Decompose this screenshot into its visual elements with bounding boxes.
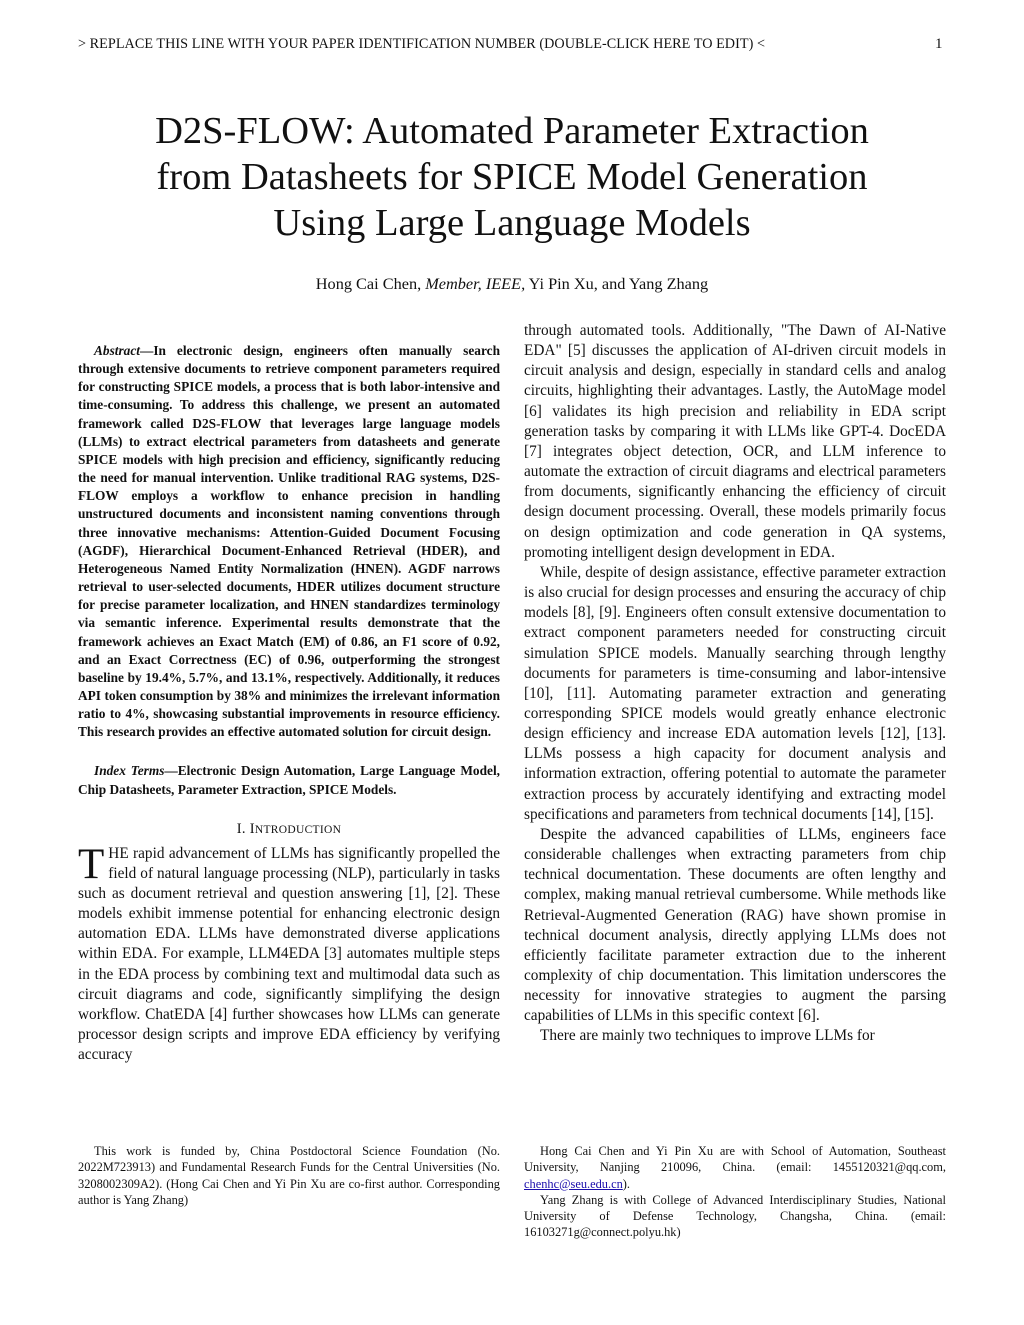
intro-paragraph-2: While, despite of design assistance, effective parameter extraction is also crucial for design processes and ensuring the accuracy of chip models [8], [9]. Engineers often consult extensive documentation to extract component parameters needed for constructing circuit simulation SPICE models. Manually searching through lengthy documents for parameters is time-consuming and labor-intensive [10], [11]. Automating parameter extraction and generating corresponding SPICE models would greatly enhance electronic design efficiency and increase EDA automation levels [12], [13]. LLMs possess a high capacity for document analysis and information extraction, offering potential to automate the parameter extraction process by accurately identifying and extracting model specifications and parameters from technical documents [14], [15]. bbox=[524, 563, 946, 823]
title-line-1: D2S-FLOW: Automated Parameter Extraction bbox=[155, 110, 869, 152]
author-membership: Member, IEEE, bbox=[425, 274, 526, 293]
authors-first: Hong Cai Chen, bbox=[315, 274, 426, 293]
index-terms-text: —Electronic Design Automation, Large Language Model, Chip Datasheets, Parameter Extraction, SPICE Models. bbox=[78, 763, 500, 797]
affiliation-1-end: ). bbox=[622, 1176, 631, 1191]
funding-footnote: This work is funded by, China Postdoctoral Science Foundation (No. 2022M723913) and Fundamental Research Funds for the Central Universities (No. 3208002309A2). (Hong Cai Chen and Yi Pin Xu are co-first author. Corresponding author is Yang Zhang) bbox=[78, 1144, 500, 1207]
left-column bbox=[78, 342, 500, 1065]
intro-paragraph-1 bbox=[78, 840, 500, 1066]
email-link[interactable]: chenhc@seu.edu.cn bbox=[524, 1176, 623, 1191]
index-terms bbox=[78, 762, 500, 798]
right-column bbox=[524, 321, 946, 1047]
affiliation-footnote-1 bbox=[524, 1143, 946, 1192]
authors-rest: Yi Pin Xu, and Yang Zhang bbox=[525, 274, 709, 293]
drop-cap: T bbox=[78, 840, 105, 888]
title-line-3: Using Large Language Models bbox=[273, 202, 751, 244]
intro-paragraph-1-continued: through automated tools. Additionally, "The Dawn of AI-Native EDA" [5] discusses the application of AI-driven circuit models in circuit analysis and design, especially in standard cells and analog circuits, highlighting their advantages. Lastly, the AutoMage model [6] validates its high precision and reliability in EDA script generation tasks by comparing it with LLMs like GPT-4. DocEDA [7] integrates object detection, OCR, and LLM inference to automate the extraction of circuit diagrams and electrical parameters from documents, significantly enhancing the efficiency of circuit design document processing. Overall, these models primarily focus on design optimization and code generation in QA systems, promoting intelligent design development in EDA. bbox=[524, 322, 946, 561]
page-number: 1 bbox=[935, 36, 943, 52]
affiliation-1-text: Hong Cai Chen and Yi Pin Xu are with School of Automation, Southeast University, Nanjing 210096, China. (email: 1455120321@qq.com, bbox=[524, 1144, 946, 1175]
section-numeral: I. bbox=[236, 820, 250, 837]
section-heading-rest: NTRODUCTION bbox=[254, 823, 342, 836]
footnotes-left bbox=[78, 1143, 500, 1208]
abstract-label: Abstract bbox=[94, 343, 140, 358]
affiliation-footnote-2: Yang Zhang is with College of Advanced Interdisciplinary Studies, National University of Defense Technology, Changsha, China. (email: 16103271g@connect.polyu.hk) bbox=[524, 1192, 946, 1240]
title-line-2: from Datasheets for SPICE Model Generation bbox=[156, 156, 868, 198]
running-head: > REPLACE THIS LINE WITH YOUR PAPER IDENTIFICATION NUMBER (DOUBLE-CLICK HERE TO EDIT) < bbox=[78, 36, 766, 52]
footnotes-right bbox=[524, 1143, 946, 1241]
abstract bbox=[78, 342, 500, 741]
paper-title bbox=[60, 108, 964, 246]
intro-paragraph-1-text: HE rapid advancement of LLMs has significantly propelled the field of natural language processing (NLP), particularly in tasks such as document retrieval and question answering [1], [2]. These models exhibit immense potential for enhancing electronic design automation EDA. LLMs have demonstrated diverse applications within EDA. For example, LLM4EDA [3] automates multiple steps in the EDA process by combining text and multimodal data such as circuit diagrams and code, significantly simplifying the design workflow. ChatEDA [4] further showcases how LLMs can generate processor design scripts and improve EDA efficiency by verifying accuracy bbox=[78, 844, 500, 1064]
section-heading-initial: I bbox=[249, 820, 255, 837]
intro-paragraph-4: There are mainly two techniques to improve LLMs for bbox=[540, 1027, 875, 1045]
section-heading-introduction bbox=[78, 821, 500, 838]
intro-paragraph-3: Despite the advanced capabilities of LLMs, engineers face considerable challenges when extracting parameters from chip technical documentation. These documents are often lengthy and complex, making manual retrieval cumbersome. While methods like Retrieval-Augmented Generation (RAG) have shown promise in technical document analysis, directly applying LLMs does not efficiently facilitate parameter extraction due to the inherent complexity of chip documentation. This limitation underscores the necessity for innovative strategies to augment the parsing capabilities of LLMs in this specific context [6]. bbox=[524, 825, 946, 1025]
index-terms-label: Index Terms bbox=[94, 763, 165, 779]
abstract-text: —In electronic design, engineers often manually search through extensive documents to retrieve component parameters required for constructing SPICE models, a process that is both labor-intensive and time-consuming. To address this challenge, we present an automated framework called D2S-FLOW that leverages large language models (LLMs) to extract electrical parameters from datasheets and generate SPICE models with high precision and efficiency, significantly reducing the need for manual intervention. Unlike traditional RAG systems, D2S-FLOW employs a workflow to enhance precision in handling unstructured documents and inconsistent naming conventions through three innovative mechanisms: Attention-Guided Document Focusing (AGDF), Hierarchical Document-Enhanced Retrieval (HDER), and Heterogeneous Named Entity Normalization (HNEN). AGDF narrows retrieval to user-selected documents, HDER utilizes document structure for precise parameter localization, and HNEN standardizes terminology via semantic inference. Experimental results demonstrate that the framework achieves an Exact Match (EM) of 0.86, an F1 score of 0.92, and an Exact Correctness (EC) of 0.96, outperforming the strongest baseline by 19.4%, 5.7%, and 13.1%, respectively. Additionally, it reduces API token consumption by 38% and minimizes the irrelevant information ratio to 4%, showcasing substantial improvements in resource efficiency. This research provides an effective automated solution for circuit design. bbox=[78, 343, 500, 740]
author-list bbox=[60, 274, 964, 294]
